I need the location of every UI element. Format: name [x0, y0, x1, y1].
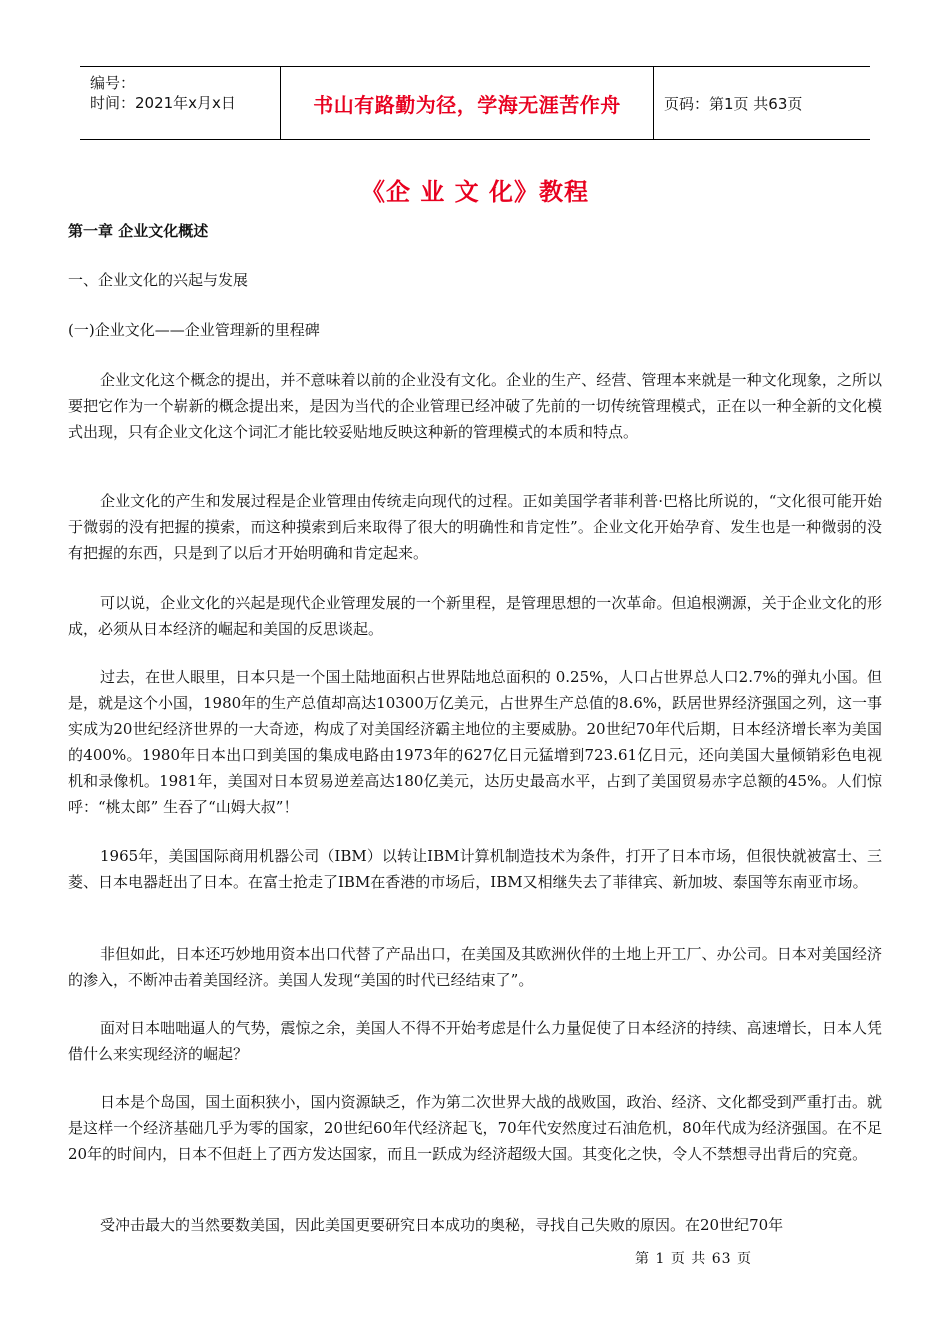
page-footer: 第 1 页 共 63 页 [635, 1251, 752, 1267]
paragraph: 面对日本咄咄逼人的气势，震惊之余，美国人不得不开始考虑是什么力量促使了日本经济的持续、高速增长，日本人凭借什么来实现经济的崛起？ [68, 1019, 882, 1063]
paragraph: 可以说，企业文化的兴起是现代企业管理发展的一个新里程，是管理思想的一次革命。但追根溯源，关于企业文化的形成，必须从日本经济的崛起和美国的反思谈起。 [68, 594, 882, 638]
paragraph: 1965年，美国国际商用机器公司（IBM）以转让IBM计算机制造技术为条件，打开了日本市场，但很快就被富士、三菱、日本电器赶出了日本。在富士抢走了IBM在香港的市场后，IBM又相继失去了菲律宾、新加坡、泰国等东南亚市场。 [68, 847, 882, 891]
document-title: 《企 业 文 化》教程 [360, 178, 590, 206]
paragraph: 日本是个岛国，国土面积狭小，国内资源缺乏，作为第二次世界大战的战败国，政治、经济、文化都受到严重打击。就是这样一个经济基础几乎为零的国家，20世纪60年代经济起飞，70年代安然度过石油危机，80年代成为经济强国。在不足20年的时间内，日本不但赶上了西方发达国家，而且一跃成为经济超级大国。其变化之快，令人不禁想寻出背后的究竟。 [68, 1093, 882, 1163]
header-meta-cell [80, 67, 281, 139]
header-table [80, 66, 870, 140]
paragraph: 企业文化的产生和发展过程是企业管理由传统走向现代的过程。正如美国学者菲利普·巴格比所说的，“文化很可能开始于微弱的没有把握的摸索，而这种摸索到后来取得了很大的明确性和肯定性”。企业文化开始孕育、发生也是一种微弱的没有把握的东西，只是到了以后才开始明确和肯定起来。 [68, 492, 882, 562]
header-page-cell [654, 67, 870, 139]
paragraph: 受冲击最大的当然要数美国，因此美国更要研究日本成功的奥秘，寻找自己失败的原因。在20世纪70年 [100, 1216, 784, 1234]
date-label: 时间：2021年x月x日 [90, 94, 236, 112]
paragraph: 企业文化这个概念的提出，并不意味着以前的企业没有文化。企业的生产、经营、管理本来就是一种文化现象，之所以要把它作为一个崭新的概念提出来，是因为当代的企业管理已经冲破了先前的一切传统管理模式，正在以一种全新的文化模式出现，只有企业文化这个词汇才能比较妥贴地反映这种新的管理模式的本质和特点。 [68, 371, 882, 441]
number-label: 编号： [90, 74, 136, 92]
paragraph: 非但如此，日本还巧妙地用资本出口代替了产品出口，在美国及其欧洲伙伴的土地上开工厂、办公司。日本对美国经济的渗入，不断冲击着美国经济。美国人发现“美国的时代已经结束了”。 [68, 945, 882, 989]
paragraph: 过去，在世人眼里，日本只是一个国土陆地面积占世界陆地总面积的 0.25%，人口占世界总人口2.7%的弹丸小国。但是，就是这个小国，1980年的生产总值却高达10300万亿美元，占世界生产总值的8.6%，跃居世界经济强国之列，这一事实成为20世纪经济世界的一大奇迹，构成了对美国经济霸主地位的主要威胁。20世纪70年代后期，日本经济增长率为美国的400%。1980年日本出口到美国的集成电路由1973年的627亿日元猛增到723.61亿日元，还向美国大量倾销彩色电视机和录像机。1981年，美国对日本贸易逆差高达180亿美元，达历史最高水平，占到了美国贸易赤字总额的45%。人们惊呼：“桃太郎” 生吞了“山姆大叔”！ [68, 668, 883, 816]
subsection-heading: (一)企业文化——企业管理新的里程碑 [68, 321, 320, 339]
header-motto-cell [281, 67, 654, 139]
motto-text: 书山有路勤为径，学海无涯苦作舟 [313, 93, 621, 117]
page-info: 页码：第1页 共63页 [664, 95, 803, 113]
chapter-heading: 第一章 企业文化概述 [68, 222, 209, 240]
section-heading: 一、企业文化的兴起与发展 [68, 271, 249, 289]
